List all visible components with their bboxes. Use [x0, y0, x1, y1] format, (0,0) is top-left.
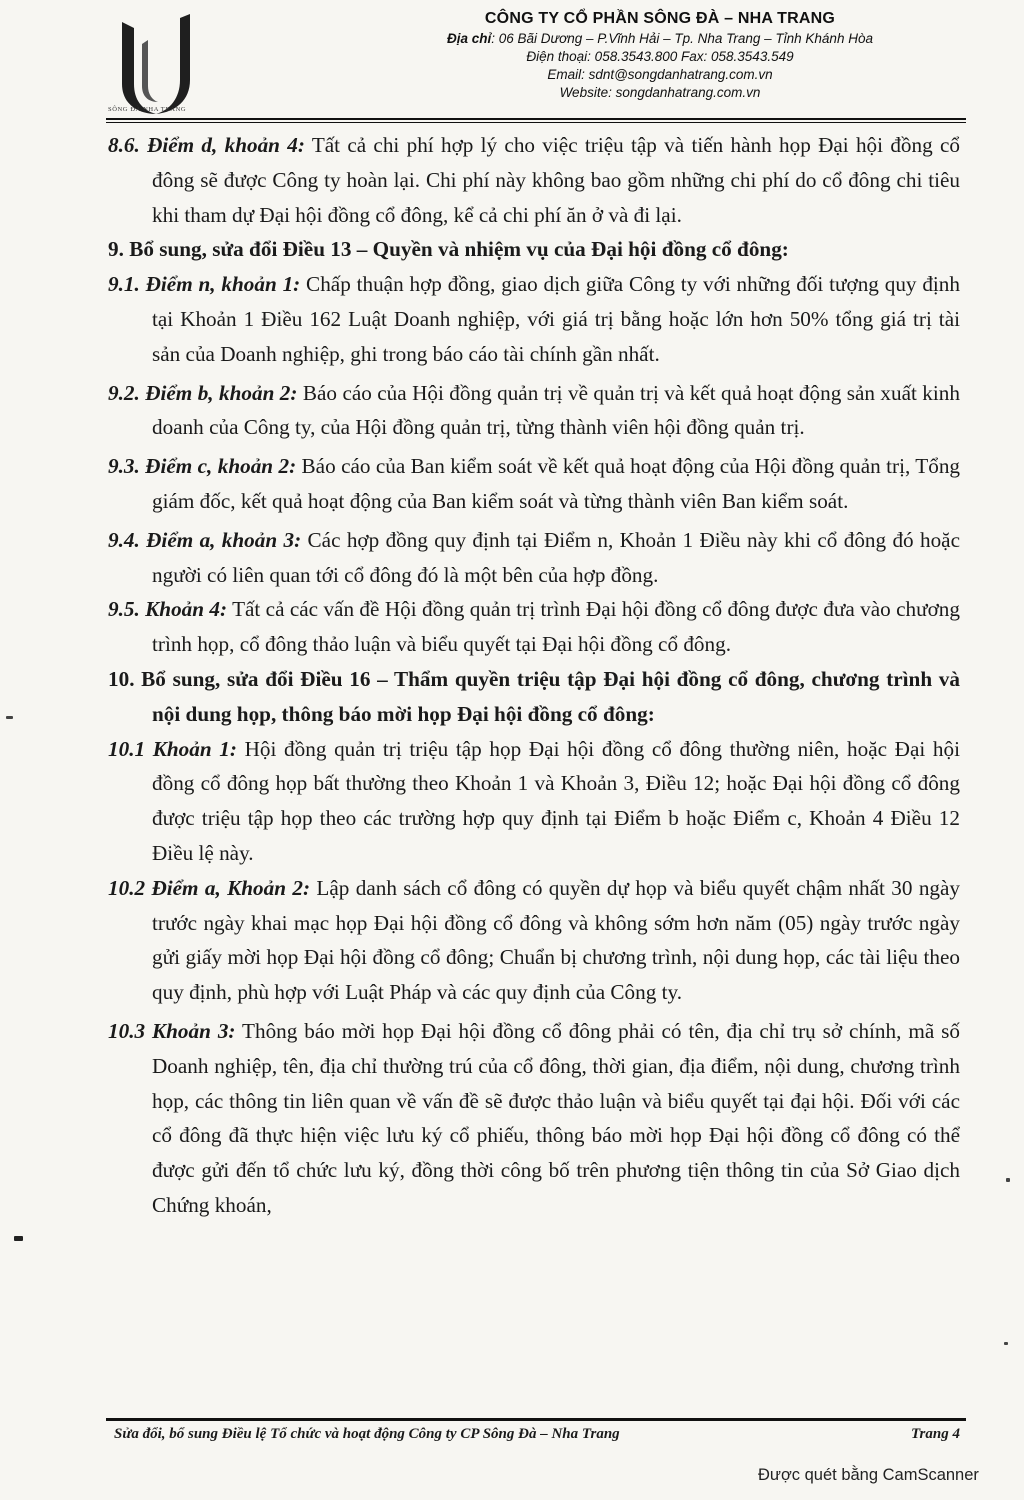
company-info	[300, 8, 1020, 102]
page-number: Trang 4	[910, 1426, 960, 1442]
scan-speck	[6, 716, 13, 719]
clause-9-3: 9.3. Điểm c, khoản 2: Báo cáo của Ban kiểm soát về kết quả hoạt động của Hội đồng quản trị, Tổng giám đốc, kết quả hoạt động của Ban kiểm soát và từng thành viên Ban kiểm soát.	[108, 454, 961, 513]
clause-8-6: 8.6. Điểm d, khoản 4: Tất cả chi phí hợp lý cho việc triệu tập và tiến hành họp Đại hội đồng cổ đông sẽ được Công ty hoàn lại. Chi phí này không bao gồm những chi phí do cổ đông chi tiêu khi tham dự Đại hội đồng cổ đông, kể cả chi phí ăn ở và đi lại.	[108, 133, 960, 227]
clause-10-1: 10.1 Khoản 1: Hội đồng quản trị triệu tập họp Đại hội đồng cổ đông thường niên, hoặc Đại hội đồng cổ đông họp bất thường theo Khoản 1 và Khoản 3, Điều 12; hoặc Đại hội đồng cổ đông được triệu tập họp theo các trường hợp quy định tại Điểm b hoặc Điểm c, Khoản 4 Điều 12 Điều lệ này.	[108, 736, 960, 865]
scan-speck	[1006, 1178, 1010, 1182]
page-footer	[114, 1424, 960, 1450]
letterhead	[0, 0, 1024, 118]
document-body	[108, 128, 960, 1223]
clause-9-5: 9.5. Khoản 4: Tất cả các vấn đề Hội đồng quản trị trình Đại hội đồng cổ đông được đưa vào chương trình họp, cổ đông thảo luận và biểu quyết tại Đại hội đồng cổ đông.	[108, 597, 960, 657]
clause-10-3: 10.3 Khoản 3: Thông báo mời họp Đại hội đồng cổ đông phải có tên, địa chỉ trụ sở chính, mã số Doanh nghiệp, tên, địa chỉ thường trú của cổ đông, thời gian, địa điểm, nội dung, chương trình họp, các thông tin liên quan về vấn đề sẽ được thảo luận và biểu quyết tại đại hội. Đối với các cổ đông đã thực hiện việc lưu ký cổ phiếu, thông báo mời họp Đại hội đồng cổ đông có thể được gửi đến tổ chức lưu ký, đồng thời công bố trên phương tiện thông tin của Sở Giao dịch Chứng khoán,	[108, 1018, 960, 1217]
logo-text: SÔNG ĐÀ NHA TRANG	[108, 106, 187, 113]
company-name: CÔNG TY CỔ PHẦN SÔNG ĐÀ – NHA TRANG	[484, 10, 836, 27]
company-phone: Điện thoại: 058.3543.800 Fax: 058.3543.549	[526, 49, 794, 64]
company-address: Địa chỉ: 06 Bãi Dương – P.Vĩnh Hải – Tp. Nha Trang – Tỉnh Khánh Hòa	[447, 31, 873, 46]
header-rule-thin	[106, 122, 966, 123]
footer-title: Sửa đổi, bổ sung Điều lệ Tổ chức và hoạt động Công ty CP Sông Đà – Nha Trang	[114, 1426, 620, 1442]
company-logo-icon	[108, 14, 204, 118]
clause-9-1: 9.1. Điểm n, khoản 1: Chấp thuận hợp đồng, giao dịch giữa Công ty với những đối tượng quy định tại Khoản 1 Điều 162 Luật Doanh nghiệp, với giá trị bằng hoặc lớn hơn 50% tổng giá trị tài sản của Doanh nghiệp, ghi trong báo cáo tài chính gần nhất.	[108, 272, 960, 366]
scan-speck	[1004, 1342, 1008, 1345]
clause-10-2: 10.2 Điểm a, Khoản 2: Lập danh sách cổ đông có quyền dự họp và biểu quyết chậm nhất 30 ngày trước ngày khai mạc họp Đại hội đồng cổ đông và không sớm hơn năm (05) ngày trước ngày gửi giấy mời họp Đại hội đồng cổ đông; Chuẩn bị chương trình, nội dung họp, các tài liệu theo quy định, phù hợp với Luật Pháp và các quy định của Công ty.	[108, 875, 961, 1005]
clause-9-4: 9.4. Điểm a, khoản 3: Các hợp đồng quy định tại Điểm n, Khoản 1 Điều này khi cổ đông đó hoặc người có liên quan tới cổ đông đó là một bên của hợp đồng.	[108, 527, 960, 587]
clause-9-2: 9.2. Điểm b, khoản 2: Báo cáo của Hội đồng quản trị về quản trị và kết quả hoạt động sản xuất kinh doanh của Công ty, của Hội đồng quản trị, từng thành viên hội đồng quản trị.	[108, 380, 960, 440]
section-heading-10: 10. Bổ sung, sửa đổi Điều 16 – Thẩm quyền triệu tập Đại hội đồng cổ đông, chương trình và nội dung họp, thông báo mời họp Đại hội đồng cổ đông:	[108, 666, 960, 726]
footer-rule	[106, 1418, 966, 1421]
company-website: Website: songdanhatrang.com.vn	[559, 85, 761, 100]
scan-speck	[14, 1236, 23, 1241]
scanner-watermark: Được quét bằng CamScanner	[758, 1466, 979, 1484]
company-email: Email: sdnt@songdanhatrang.com.vn	[547, 67, 773, 82]
section-heading-9: 9. Bổ sung, sửa đổi Điều 13 – Quyền và nhiệm vụ của Đại hội đồng cổ đông:	[108, 237, 789, 262]
header-rule	[106, 118, 966, 120]
